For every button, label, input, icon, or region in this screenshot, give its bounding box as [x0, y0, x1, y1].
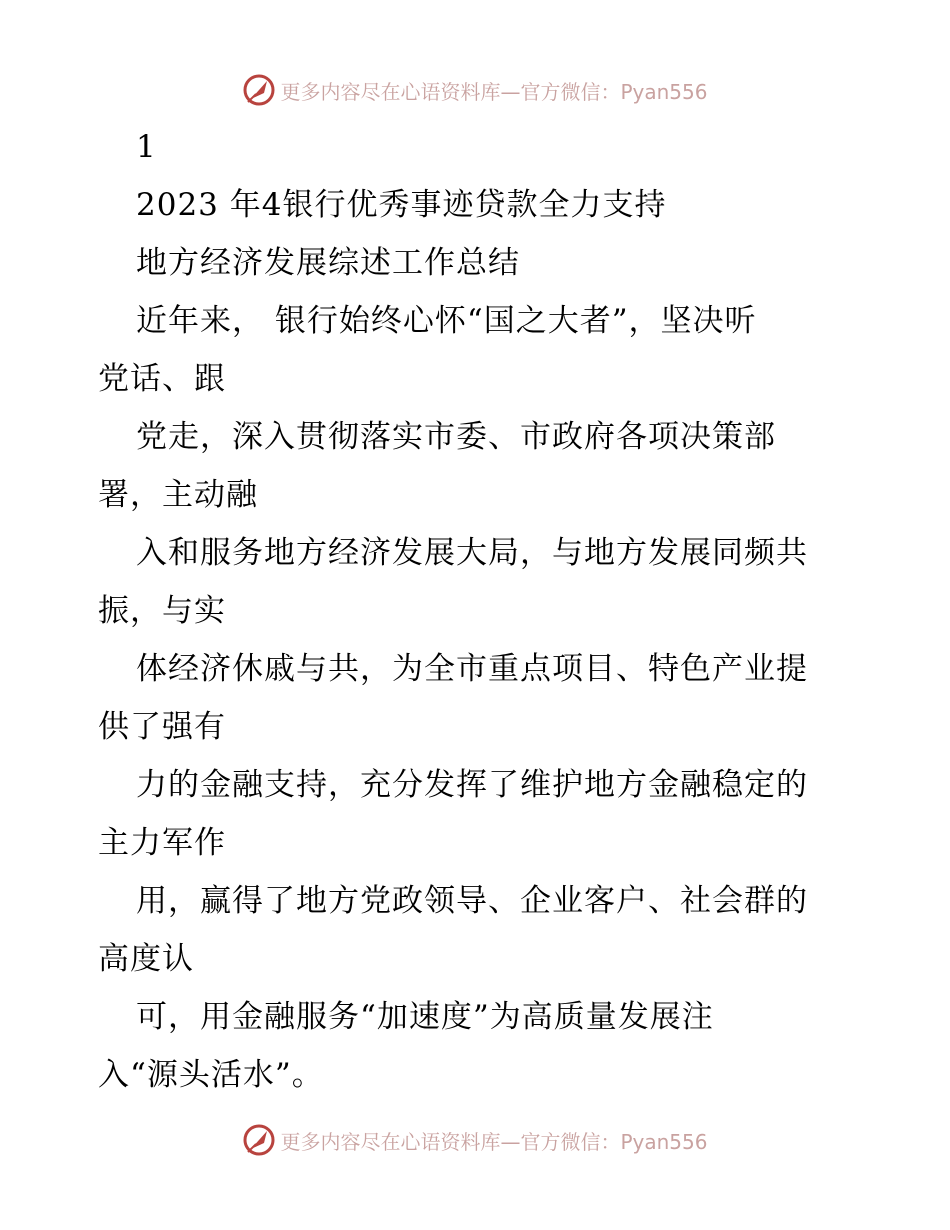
- body-line: 用，赢得了地方党政领导、企业客户、社会群的: [136, 883, 808, 919]
- quill-logo-icon: [242, 1123, 276, 1157]
- watermark-text: 更多内容尽在心语资料库—官方微信：Pyan556: [280, 1129, 708, 1154]
- body-line: 力的金融支持，充分发挥了维护地方金融稳定的: [136, 767, 808, 803]
- title-line-2: 地方经济发展综述工作总结: [136, 245, 520, 281]
- watermark-text: 更多内容尽在心语资料库—官方微信：Pyan556: [280, 79, 708, 104]
- body-line: 近年来， 银行始终心怀“国之大者”，坚决听: [136, 303, 757, 339]
- body-line: 体经济休戚与共，为全市重点项目、特色产业提: [136, 651, 808, 687]
- quill-logo-icon: [242, 73, 276, 107]
- body-line: 可，用金融服务“加速度”为高质量发展注: [136, 999, 714, 1035]
- body-line: 党话、跟: [98, 361, 226, 397]
- body-line: 主力军作: [98, 825, 226, 861]
- body-line: 高度认: [98, 941, 194, 977]
- footer-watermark: [0, 1122, 950, 1158]
- body-line: 供了强有: [98, 709, 226, 745]
- body-line: 振，与实: [98, 593, 226, 629]
- body-line: 署，主动融: [98, 477, 258, 513]
- page-number: 1: [136, 129, 157, 165]
- body-line: 入和服务地方经济发展大局，与地方发展同频共: [136, 535, 808, 571]
- title-line-1: 2023 年4银行优秀事迹贷款全力支持: [136, 187, 667, 223]
- header-watermark: [0, 72, 950, 108]
- body-line: 党走，深入贯彻落实市委、市政府各项决策部: [136, 419, 776, 455]
- body-line: 入“源头活水”。: [98, 1057, 324, 1093]
